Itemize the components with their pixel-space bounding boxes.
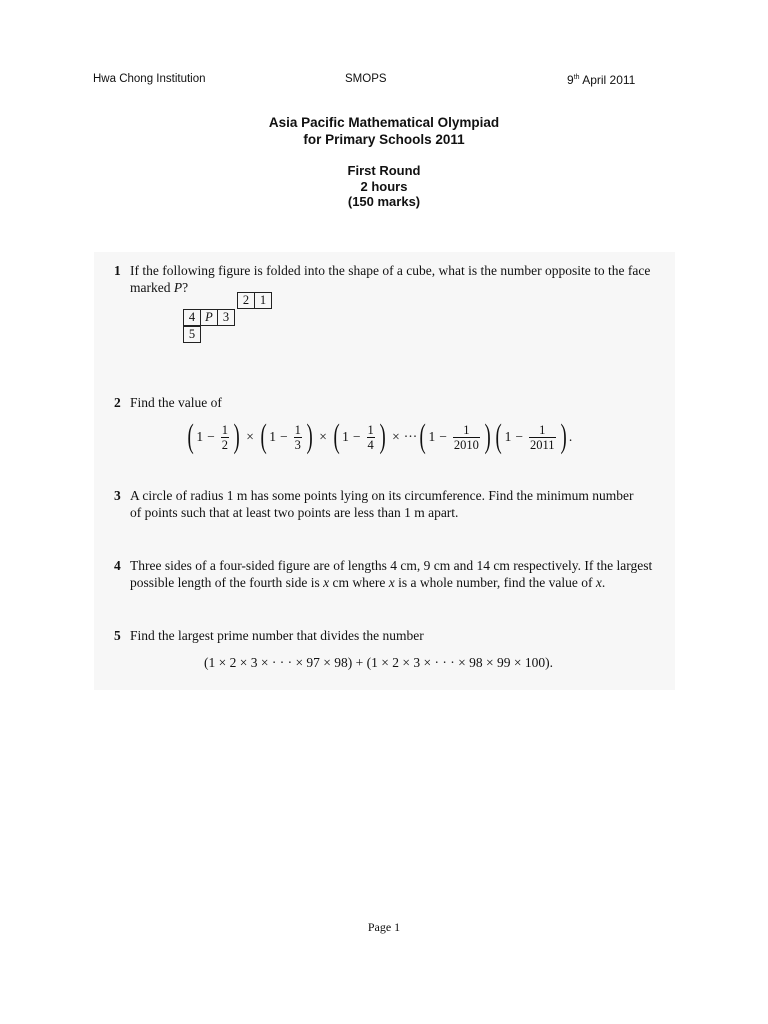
net-face-3: 3 [217,309,235,326]
question-text: of points such that at least two points are less than 1 m apart. [130,505,459,520]
variable-x: x [323,575,330,590]
title-line-1: Asia Pacific Mathematical Olympiad [268,115,500,130]
date-suffix: th [573,74,580,81]
paper-title [0,114,768,148]
times-sign: × [392,429,400,444]
date-rest: April 2011 [579,73,636,87]
page-number: Page 1 [367,920,401,934]
question-number: 4 [114,558,121,573]
paren-close: ) [484,418,491,455]
paren-open: ( [187,418,194,455]
duration: 2 hours [360,178,408,194]
net-face-p [200,309,218,326]
fraction-1-3: $\frac{1}{3}$ [294,422,301,452]
paren-open: ( [495,418,503,455]
term-one: 1 [269,429,276,444]
question-4 [114,557,664,591]
formula-period: . [568,429,573,444]
term-one: 1 [342,429,349,444]
question-1 [114,262,664,296]
paren-close: ) [233,418,240,455]
times-sign: × [246,429,254,444]
factorial-sum-formula: (1 × 2 × 3 × · · · × 97 × 98) + (1 × 2 × 3 × · · · × 98 × 99 × 100). [204,655,553,670]
paren-open: ( [260,418,267,455]
header-school: Hwa Chong Institution [93,73,206,85]
question-text: Find the largest prime number that divides the number [130,628,424,643]
total-marks: (150 marks) [347,194,421,209]
minus-sign: − [515,429,523,444]
term-one: 1 [428,429,436,444]
net-face-p-label: P [205,310,213,324]
fraction-1-2011: $\frac{1}{2011}$ [529,422,555,452]
times-sign: × [319,429,327,444]
question-5 [114,627,424,644]
minus-sign: − [279,429,288,444]
question-text: cm where [329,575,389,590]
minus-sign: − [439,429,447,444]
question-3 [114,487,664,521]
paren-open: ( [419,418,426,455]
term-one: 1 [504,429,512,444]
question-number: 5 [114,628,121,643]
question-text: A circle of radius 1 m has some points lying on its circumference. Find the minimum number [130,488,634,503]
question-text: Find the value of [130,395,222,410]
header-competition: SMOPS [345,73,387,85]
question-number: 1 [114,263,121,278]
round-info [0,163,768,210]
question-text: Three sides of a four-sided figure are of lengths 4 cm, 9 cm and 14 cm respectively. If the largest [130,558,653,573]
round-name: First Round [347,163,421,178]
question-text: is a whole number, find the value of [394,575,596,590]
net-face-1: 1 [254,292,272,309]
paren-close: ) [560,418,567,455]
fraction-1-2010: $\frac{1}{2010}$ [453,422,479,452]
term-one: 1 [196,429,204,444]
question-text: ? [182,280,189,295]
paren-open: ( [333,418,340,455]
ellipsis: ··· [403,429,418,444]
minus-sign: − [207,429,215,444]
net-face-2: 2 [237,292,255,309]
question-text: If the following figure is folded into the shape of a cube, what is the number opposite to the face [130,263,651,278]
scanned-questions-region [94,252,675,690]
product-formula [185,417,572,457]
minus-sign: − [352,429,361,444]
date-day: 9 [567,73,574,87]
question-2 [114,394,222,411]
question-text: . [601,575,606,590]
net-face-5: 5 [183,326,201,343]
variable-x: x [388,575,395,590]
net-face-4: 4 [183,309,201,326]
question-number: 3 [114,488,121,503]
variable-p: P [173,280,183,295]
fraction-1-2: $\frac{1}{2}$ [221,422,228,452]
header-date [567,73,635,87]
question-number: 2 [114,395,121,410]
question-text: possible length of the fourth side is [130,575,324,590]
paren-close: ) [379,418,386,455]
variable-x: x [595,575,602,590]
question-text: marked [130,280,174,295]
title-line-2: for Primary Schools 2011 [303,132,465,147]
paren-close: ) [306,418,313,455]
fraction-1-4: $\frac{1}{4}$ [367,422,374,452]
